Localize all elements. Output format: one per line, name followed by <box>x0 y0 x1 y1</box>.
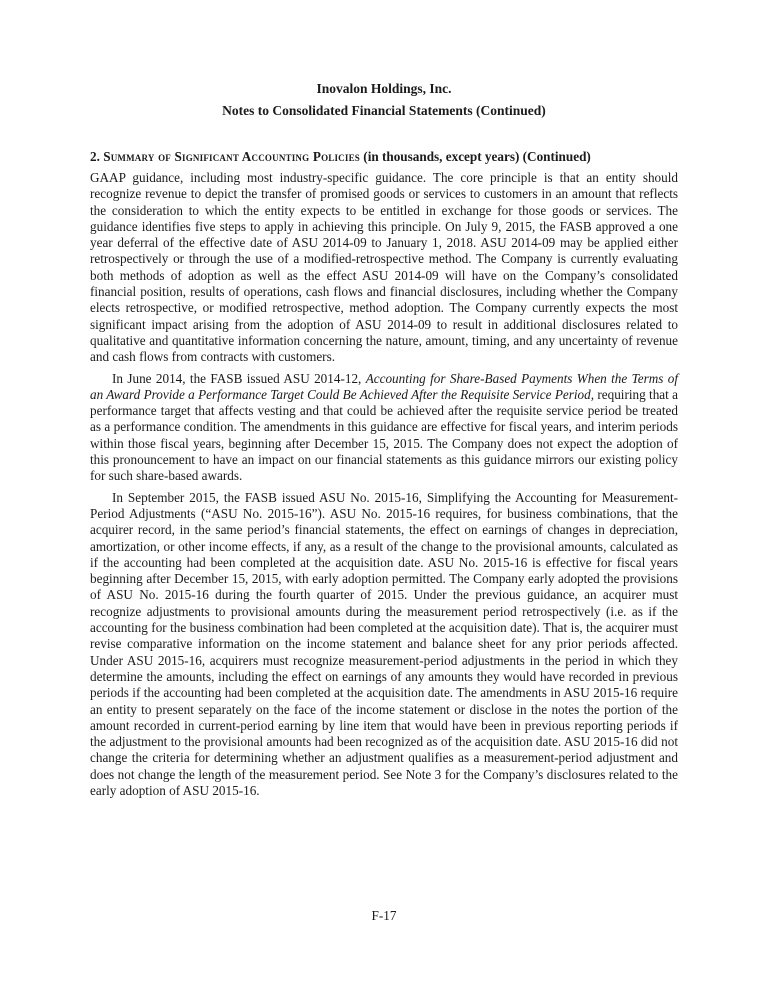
paragraph-revenue-recognition: GAAP guidance, including most industry-specific guidance. The core principle is that an entity should recognize revenue to depict the transfer of promised goods or services to customers in an amount that reflects the consideration to which the entity expects to be entitled in exchange for those goods or services. The guidance identifies five steps to apply in achieving this principle. On July 9, 2015, the FASB approved a one year deferral of the effective date of ASU 2014-09 to January 1, 2018. ASU 2014-09 may be applied either retrospectively or through the use of a modified-retrospective method. The Company is currently evaluating both methods of adoption as well as the effect ASU 2014-09 will have on the Company’s consolidated financial position, results of operations, cash flows and financial disclosures, including whether the Company elects retrospective, or modified retrospective, method adoption. The Company currently expects the most significant impact arising from the adoption of ASU 2014-09 to result in additional disclosures related to qualitative and quantitative information concerning the nature, amount, timing, and any uncertainty of revenue and cash flows from contracts with customers. <box>90 170 678 365</box>
section-number: 2. <box>90 149 104 164</box>
section-title-smallcaps: Summary of Significant Accounting Policies <box>103 149 360 164</box>
page-content <box>90 0 678 799</box>
document-subtitle: Notes to Consolidated Financial Statements (Continued) <box>222 103 546 118</box>
paragraph-asu-2014-12-pronouncement-title: Accounting for Share-Based Payments When the Terms of an Award Provide a Performance Target Could Be Achieved After the Requisite Service Period, <box>90 370 678 402</box>
page-footer <box>0 908 768 924</box>
company-name-title: Inovalon Holdings, Inc. <box>316 81 452 96</box>
paragraph-asu-2015-16: In September 2015, the FASB issued ASU No. 2015-16, Simplifying the Accounting for Measurement-Period Adjustments (“ASU No. 2015-16”). ASU No. 2015-16 requires, for business combinations, that the acquirer record, in the same period’s financial statements, the effect on earnings of changes in depreciation, amortization, or other income effects, if any, as a result of the change to the provisional amounts, calculated as if the accounting had been completed at the acquisition date. ASU No. 2015-16 is effective for fiscal years beginning after December 15, 2015, with early adoption permitted. The Company early adopted the provisions of ASU No. 2015-16 during the fourth quarter of 2015. Under the previous guidance, an acquirer must recognize adjustments to provisional amounts during the measurement period retrospectively (i.e. as if the accounting for the business combination had been completed at the acquisition date). That is, the acquirer must revise comparative information on the income statement and balance sheet for any prior periods affected. Under ASU 2015-16, acquirers must recognize measurement-period adjustments in the period in which they determine the amounts, including the effect on earnings of any amounts they would have recorded in previous periods if the accounting had been completed at the acquisition date. The amendments in ASU 2015-16 require an entity to present separately on the face of the income statement or disclose in the notes the portion of the amount recorded in current-period earning by line item that would have been in previous reporting periods if the adjustment to the provisional amounts had been recognized as of the acquisition date. ASU 2015-16 did not change the criteria for determining whether an adjustment qualifies as a measurement-period adjustment and does not change the length of the measurement period. See Note 3 for the Company’s disclosures related to the early adoption of ASU 2015-16. <box>90 489 678 798</box>
page-number: F-17 <box>371 908 397 923</box>
document-header <box>90 0 678 120</box>
paragraph-asu-2014-12 <box>90 371 678 485</box>
paragraph-asu-2014-12-intro: In June 2014, the FASB issued ASU 2014-12, <box>112 370 366 386</box>
paragraph-asu-2014-12-rest: requiring that a performance target that affects vesting and that could be achieved after the requisite service period be treated as a performance condition. The amendments in this guidance are effective for fiscal years, and interim periods within those fiscal years, beginning after December 15, 2015. The Company does not expect the adoption of this pronouncement to have an impact on our financial statements as this guidance mirrors our existing policy for such share-based awards. <box>90 386 678 484</box>
section-heading-suffix: (in thousands, except years) (Continued) <box>360 149 591 164</box>
section-heading <box>90 148 678 166</box>
